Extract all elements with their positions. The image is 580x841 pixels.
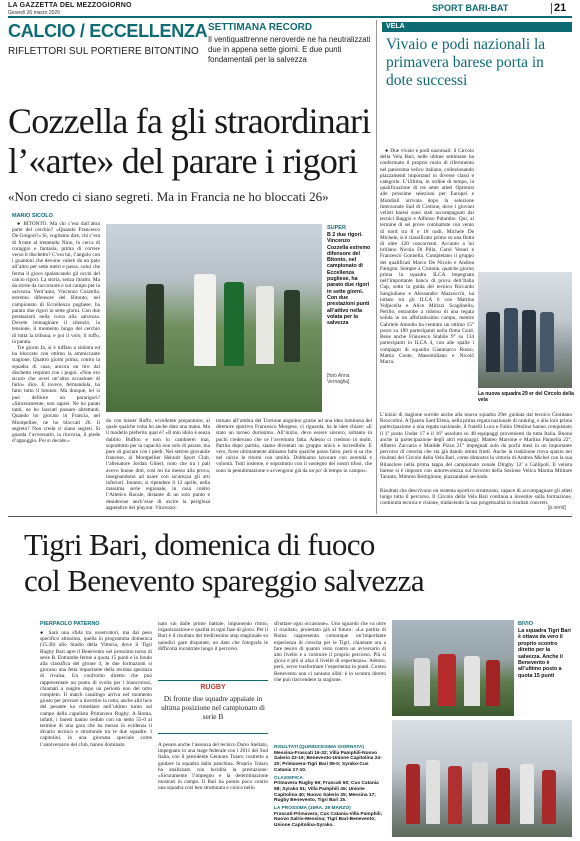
record-text: Il ventiquattrenne neroverde ne ha neutralizzati due in appena sette giorni. E due punti fondamentali per la salvezza (208, 35, 371, 64)
main-byline: MARIO SICOLO (12, 213, 53, 219)
paper-name: LA GAZZETTA DEL MEZZOGIORNO (8, 2, 132, 9)
rugby-player-figure (426, 760, 440, 824)
player-figure (256, 286, 274, 364)
column-divider (376, 20, 377, 514)
rugby-player-figure (542, 770, 556, 824)
rugby-results: Messina-Frascati 16-32; Villa Pamphili-Nuovo Salerio 22-19; Benevento-Unione Capitolina 24-20; Primavera-Tigri Bari 55-0; Syrako-Cus Catania 17-10. (274, 750, 382, 773)
rugby-callout-tag: RUGBY (200, 684, 226, 691)
rugby-player-figure (472, 762, 488, 824)
rugby-results-title: RISULTATI (QUINDICESIMA GIORNATA) (274, 745, 364, 750)
main-col-1 (12, 221, 100, 511)
main-kicker: CALCIO / ECCELLENZA (8, 21, 208, 41)
rugby-next: Frascati-Primavera; Cus Catania-Villa Pamphili; Nuovo Salrio-Messina; Tigri Bari-Benevento; Unione Capitolina-Syrako. (274, 811, 383, 829)
sailor-figure (522, 310, 536, 372)
section-divider (551, 3, 552, 14)
rugby-side-caption: La squadra Tigri Bari è ottava da vero il proprio scontro diretto per la salvezza. Anche il Benevento è all’ultimo posto a quota 15 punti (518, 628, 571, 679)
section-rule (8, 516, 572, 517)
vela-col-body2: L’inizio di stagione sorride anche alla nuova squadra 29er guidata dal tecnico Giordano Broccolini. A Quartu Sant’Elena, nella prima regata nazionale di ranking, e alla loro prima partecipazione a una regata nazionale, il fratelli Luca e Fabio Ottolino hanno conquistato il 1° posto Under 17 e il 16° assoluto su 48 equipaggi provenienti da tutta Italia. Buona anche la partecipazione degli altri equipaggi: Matteo Marrone e Martina Pannella 22°, Alberto Zaccaria e Matilde Pizzo 21° impegnati solo da pochi mesi in un importante percorso di crescita che sta già dando ottimi frutti. Anche la tradizione trova spazio nei risultati del Circolo della Vela Bari, come dimostra la vittoria di Andrea Michel con la sua Bilanciere nella prima tappa del campionato zonale Dinghy 12’ a Gallipoli. Il velista barese si è imposto con autorevolezza sul favorito della Sezione Velica Marina Militare Taranto, Mimmo Bottiglione, piazzandosi secondo. (380, 412, 572, 481)
rugby-player-figure (496, 768, 510, 824)
main-headline-line-2: l’«arte» del parare i rigori (8, 141, 358, 181)
main-caption: B 2 due rigori. Vincenzo Cozzella estremo difensore del Bitonto, nel campionato di Eccellenza pugliese, ha parato due rigori in sette giorni. Con due prestazioni punti all’attivo nella volata per la salvezza (327, 232, 371, 327)
masthead (0, 0, 580, 18)
rugby-headline-line-1: Tigri Bari, domenica di fuoco (24, 527, 375, 562)
main-subkicker: RIFLETTORI SUL PORTIERE BITONTINO (8, 46, 199, 57)
main-quote: «Non credo ci siano segreti. Ma in Francia ne ho bloccati 26» (8, 189, 329, 204)
rugby-player-figure (520, 764, 534, 824)
rugby-col-2-top: nato sin dalle prime battute, imponendo ritmo, organizzazione e qualità in ogni fase di gioco. Per il Bari è il risultato del tredicesimo stop stagionale su quindici gare disputate, un dato che fotografa le difficoltà incontrate lungo il percorso. (158, 621, 268, 652)
main-caption-kicker: SUPER (327, 225, 346, 231)
rugby-headline-line-2: col Benevento spareggio salvezza (24, 563, 424, 598)
rugby-callout (158, 680, 268, 734)
rugby-photo-top (392, 620, 514, 716)
rugby-player-figure (486, 660, 500, 706)
rugby-col-3: sfruttare ogni occasione». Uno sguardo che va oltre il risultato, proiettato già al futuro: «La partita di Roma rappresenta comunque un’importante esperienza di crescita per le Tigri, chiamate ora a fare tesoro di quanto visto contro un avversario di alto livello e a costruire il proprio percorso. Più si gioca e più si alza il livello di esperienza». Adesso, però, serve trasformare l’esperienza in punti. Contro Benevento non ci saranno alibi: è lo scontro diretto che può riaccendere la stagione. (274, 621, 386, 683)
sailor-figure (540, 312, 554, 372)
player-figure (284, 290, 300, 362)
rugby-player-figure (406, 764, 420, 824)
rugby-col-1: ● Sarà una sfida tra osservatori, ma dal peso specifico altissimo, quella in programma domenica (15.30) allo Stadio della Vittoria, dove il Tigri Rugby Bari apre il Benevento nel prossimo turno di serie B. Entrambe ferme a quota 15 punti e in fondo alla classifica del girone 4, le due formazioni si giocano una fetta importante della residua speranza di rivalsa. Un confronto diretto che può rappresentare un punto di svolta per i biancorossi, chiamati a reagire dopo un periodo non del tutto completo. Il match casalingo arriva nel momento giusto per provare a invertire la rotta, anche alla luce del pesante ko rimediato nell’ultimo turno sul campo della capolista Primavera Rugby. A Roma, infatti, i baresi hanno ceduto con un netto 55-0 al termine di una gara che ha messo in evidenza il divario tecnico e strutturale tra le due squadre. I capitolini, in una giornata speciale come l’anniversario del club, hanno dominato (40, 630, 152, 748)
page-number: 21 (554, 2, 567, 14)
vela-col-body3: Risultati che descrivono un sistema sportivo strutturato, capace di accompagnare gli atleti lungo tutto il percorso. Il Circolo della Vela Bari continua a investire sulla formazione, continuità tecnica e visione, traducendo la sua progettualità in risultati concreti. (380, 488, 572, 507)
vela-body: ● Due vivaio e podi nazionali: il Circolo della Vela Bari, nelle ultime settimane ha confermato il proprio ruolo di riferimento nel panorama velico italiano, collezionando piazzamenti importanti in diverse classi e categorie. L’Ultima, in ordine di tempo, la qualificazione di tre sette atleti Optimist alle prossime selezioni per Europei e Mondiali arrivata dopo la selezione Interzonale Sud di Crotone, dove i giovani velisti baresi sono stati accompagnati dai tecnici Baggio e Alfonso Palumbo. Qui, al termine di sei prove combattute con vento di nord tra 8 e 18 nodi, Michele De Michele, si è classificato primo su una flotta di oltre 120 concorrenti. Accanto a lui brillano Nicola Di Pilla, Carol Vesuri e Francesco Gonnella. Completano il gruppo dei qualificati Marco De Nicolo e Andrea Fanigno. Sempre a Crotone, qualche giorno prima la squadra ILCA impegnata nell’importante banco di prova dell’Italia Cup, sotto la guida del tecnico Riccardo Sangiuliano e Alessandro Mazzucchi, ha lottato tra gli ILCA 6 con Martina Volpicella e Alice Mirizzi Scaglinella, Perillo, entrambe a ridosso di una regata solida in un affollatissimo campo, mentre Gabriele Amodio ha centrato un ottimo 15° posto su 189 partecipanti nella flotta Gold. Bene anche Francesco Stabile 9° su 134 partecipanti in ILCA 4, con alle spalle i compagni di squadra Gianmarco Russo, Mattia Conte, Massimiliano e Nicolò Marra. (380, 148, 474, 365)
masthead-rule (8, 16, 572, 18)
sailor-figure (504, 308, 518, 372)
rugby-side-tag: BIVIO (518, 621, 533, 627)
rugby-next-title: LA PROSSIMA (15RA, 29 MARZO) (274, 806, 351, 812)
player-figure (194, 274, 216, 366)
rugby-byline: PIERPAOLO PATERNO (40, 621, 100, 627)
rugby-results-box (274, 745, 386, 837)
rugby-callout-text: Di fronte due squadre appaiate in ultima posizione nel campionato di serie B (161, 694, 265, 722)
rugby-player-figure (438, 654, 456, 706)
rugby-player-figure (448, 766, 462, 824)
vela-tag (382, 22, 572, 32)
rugby-standings: Primavera Rugby 66; Frascati 60; Cus Catania 58; Syrako 51; Villa Pamphili 45; Unione Capitolina 40; Nuovo Salerio 25; Messina 17; Rugby Benevento, Tigri Bari 15. (274, 781, 379, 804)
main-col-3: tornato all’ombra del Torrione angioino grazie ad una idea luminosa del direttore sportivo Francesco Morgese, ci riguarda, ha le idee chiare: «E stato un torneo durissimo. All’inizio, devo essere sincero, soltanto in pochi credevano che ce l’avremmo fatta. Adesso ci credono in molti. Partita dopo partita, siamo diventati un gruppo unico e incredibile. E vero, forse ultimamente abbiamo fatto qualche passo falso, però si sa che nel calcio le ritorni con umiltà. Dobbiamo lavorare con serenità e volontà. Tutti insieme, e soprattutto con il sostegno dei nostri tifosi, che sono la penultimazione e avvengono già da un po’ di tempo in campo». (216, 418, 372, 474)
main-col-1-text: ● BITONTO. Ma chi c’era dall’altra parte del cerchio? «Quando Francesco De Gregori?» Sì, vogliamo dire, chi c’era di fronte al tremendo Nino, in cerca di coraggio e fantasia, prima di correre verso il dischetto? C’era lui, l’angolo con i guantoni che devono valere da un palo all’altro per sette metri e passa, colui che ferma il gioco spalancando gli occhi del calcio rigori. La storia, senza ritratto. Ma da storie da raccontare e sul campo per la salvezza. Vent’anni, Vincenzo Cozzella, estremo difensore del Bitonto, nel campionato di Eccellenza pugliese, ha parato due rigori in sette giorni. Con due prestazioni nella corsa alla salvezza. Dovete immaginare il silenzio, la tensione, il momento lungo del cerchio di tutta la tribuna, e poi il volo, il tuffo, la parata. (12, 221, 100, 345)
vela-col-left (380, 148, 474, 410)
main-photo (106, 224, 322, 412)
sailor-figure (486, 312, 500, 372)
vela-signoff: [p.verid] (548, 505, 566, 511)
issue-date: Giovedì 26 marzo 2026 (8, 10, 60, 16)
vela-photo (478, 272, 572, 388)
rugby-player-figure (464, 656, 480, 706)
main-headline-line-1: Cozzella fa gli straordinari (8, 101, 371, 141)
vela-caption: La nuova squadra 29 er del Circolo della vela (478, 391, 574, 403)
vela-headline: Vivaio e podi nazionali la primavera barese porta in dote successi (386, 36, 546, 89)
rugby-player-figure (414, 658, 430, 706)
vela-tag-label: VELA (386, 23, 405, 30)
rugby-col-2-bottom: A pesare anche l’assenza del tecnico Dario Stellato, impegnato in una stage federale con i 2011 del Sud Italia, con il presidente Gennaro Totaro costretto a guidare la squadra dalla panchina. Proprio Totaro ha analizzato con lucidità la prestazione: «Sicuramente l’impegno e la determinazione mostrati in campo. Il Bari ha potuto poco contro una squadra così ben strutturata e cinica nello (158, 742, 268, 792)
player-figure (224, 282, 244, 366)
player-figure (146, 284, 164, 364)
rugby-photo-bottom (392, 720, 572, 837)
record-title: SETTIMANA RECORD (208, 22, 313, 33)
main-col-1b-text: Tre giorni fa, si è tuffato a sinistra ed ha bloccato con ottimo la ammiccante stagione. Quattro giorni prima, contro la squadra di casa, ancora un tiro dal dischetto respinto con i pugni. «Non ero sicuro che avrei un’altra occasione di farlo» dice. E invece, fermandola, ha fatto tutto il bitonto. Ma dunque, lei si può definire un pararigori? «Sinceramente, non saprei. Ne ho parati tanti, ne ho lasciati passare altrettanti. Quando ho giocato in Francia, nel Montpellier, ne ho bloccati 26. Il segreto? Non credo ci siano segreti. Si guarda l’avversario, la rincorsa, il piede d’appoggio. Poi si decide.» (12, 345, 100, 445)
main-caption-credit: [foto Anna Vernaglia] (327, 373, 350, 385)
section-label: SPORT BARI-BAT (432, 3, 509, 13)
rugby-standings-title: CLASSIFICA (274, 775, 303, 781)
main-col-2: do con mister Ruffo, eccellente preparatore, al quale qualche volta ho anche dato una mano. Ma il modello preferito qual è? «Il mio idolo è senza dubbio Buffon e non lo cambierei mai, soprattutto per la capacità non solo di parare, ma pure di giocare con i piedi. Nel settore giovanile francese, al Montpellier Hérault Sport Club, l’allenatore Jordan Gibert, noto che tra i pali avevo buone doti, così mi ha messo alla prova, insegnandomi ad usare con sicurezza gli arti inferiori. Intanto, si ripendere il 12 aprile, nella massima serie regionale, in casa contro l’Atletico Racale, distante di un solo punto e desiderose anch’esse di uscire la periglosa appendice dei playout. Vincenzo- (106, 418, 210, 511)
